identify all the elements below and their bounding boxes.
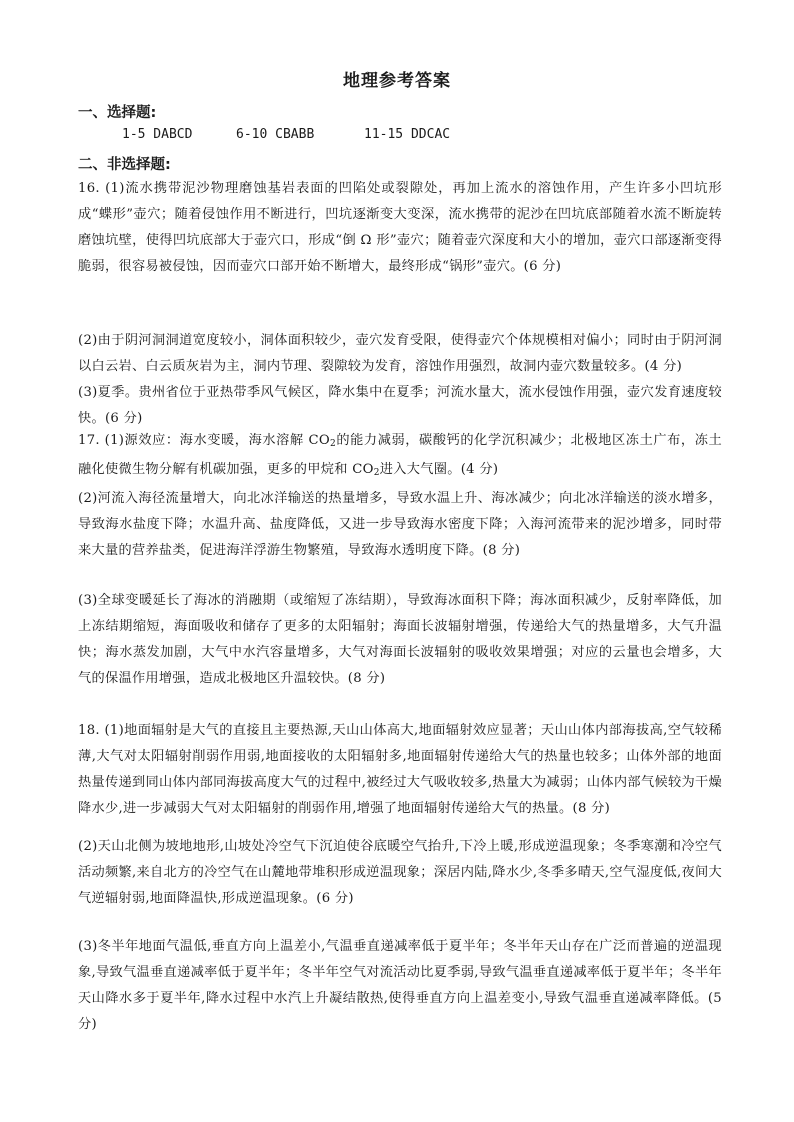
answer-18-1: 18. (1)地面辐射是大气的直接且主要热源,天山山体高大,地面辐射效应显著；天山山体内部海拔高,空气较稀薄,大气对太阳辐射削弱作用弱,地面接收的太阳辐射多,地面辐射传递给大气的热量也较多；山体外部的地面热量传递到同山体内部同海拔高度大气的过程中,被经过大气吸收较多,热量大为减弱；山体内部气候较为干燥降水少,进一步减弱大气对太阳辐射的削弱作用,增强了地面辐射传递给大气的热量。(8 分): [78, 723, 722, 816]
co2-subscript: 2: [373, 468, 380, 478]
section-heading-nonchoice: 二、非选择题:: [78, 157, 171, 173]
choice-answers: [122, 127, 474, 142]
section-heading-choice: 一、选择题:: [78, 105, 157, 121]
co2-subscript: 2: [330, 439, 337, 449]
answer-16-3: (3)夏季。贵州省位于亚热带季风气候区，降水集中在夏季；河流水量大，流水侵蚀作用强，壶穴发育速度较快。(6 分): [78, 385, 722, 426]
answer-17-1-part-a: 17. (1)源效应：海水变暖，海水溶解 CO: [78, 433, 331, 448]
answer-18-2: (2)天山北侧为坡地地形,山坡处冷空气下沉迫使谷底暖空气抬升,下冷上暖,形成逆温现象；冬季寒潮和冷空气活动频繁,来自北方的冷空气在山麓地带堆积形成逆温现象；深居内陆,降水少,冬季多晴天,空气湿度低,夜间大气逆辐射弱,地面降温快,形成逆温现象。(6 分): [78, 839, 722, 906]
answer-group-6-10: 6-10 CBABB: [236, 127, 315, 142]
answer-group-11-15: 11-15 DDCAC: [364, 127, 451, 142]
answer-17-3: (3)全球变暖延长了海冰的消融期（或缩短了冻结期），导致海冰面积下降；海冰面积减少，反射率降低，加上冻结期缩短，海面吸收和储存了更多的太阳辐射；海面长波辐射增强，传递给大气的热量增多，大气升温快；海水蒸发加剧，大气中水汽容量增多，大气对海面长波辐射的吸收效果增强；对应的云量也会增多，大气的保温作用增强，造成北极地区升温较快。(8 分): [78, 593, 722, 686]
answer-17-1: [78, 428, 722, 486]
answer-17-2: (2)河流入海径流量增大，向北冰洋输送的热量增多，导致水温上升、海冰减少；向北冰洋输送的淡水增多，导致海水盐度下降；水温升高、盐度降低，又进一步导致海水密度下降；入海河流带来的泥沙增多，同时带来大量的营养盐类，促进海洋浮游生物繁殖，导致海水透明度下降。(8 分): [78, 491, 722, 558]
answer-group-1-5: 1-5 DABCD: [122, 127, 193, 142]
answer-17-1-part-b: 的能力减弱，碳酸钙的化学沉积减少；北极地区冻土广布，冻土融化使微生物分解有机碳加强，更多的甲烷和 CO: [78, 433, 722, 477]
answer-18-3: (3)冬半年地面气温低,垂直方向上温差小,气温垂直递减率低于夏半年；冬半年天山存在广泛而普遍的逆温现象,导致气温垂直递减率低于夏半年；冬半年空气对流活动比夏季弱,导致气温垂直递减率低于夏半年；冬半年天山降水多于夏半年,降水过程中水汽上升凝结散热,使得垂直方向上温差变小,导致气温垂直递减率降低。(5 分): [78, 939, 722, 1032]
answer-17-1-part-c: 进入大气圈。(4 分): [379, 462, 499, 477]
answer-16-2: (2)由于阴河洞洞道宽度较小，洞体面积较少，壶穴发育受限，使得壶穴个体规模相对偏小；同时由于阴河洞以白云岩、白云质灰岩为主，洞内节理、裂隙较为发育，溶蚀作用强烈，故洞内壶穴数量较多。(4 分): [78, 333, 722, 374]
page-title: 地理参考答案: [343, 71, 451, 91]
answer-16-1: 16. (1)流水携带泥沙物理磨蚀基岩表面的凹陷处或裂隙处，再加上流水的溶蚀作用，产生许多小凹坑形成“蝶形”壶穴；随着侵蚀作用不断进行，凹坑逐渐变大变深，流水携带的泥沙在凹坑底部随着水流不断旋转磨蚀坑壁，使得凹坑底部大于壶穴口，形成“倒 Ω 形”壶穴；随着壶穴深度和大小的增加，壶穴口部逐渐变得脆弱，很容易被侵蚀，因而壶穴口部开始不断增大，最终形成“锅形”壶穴。(6 分): [78, 181, 722, 274]
